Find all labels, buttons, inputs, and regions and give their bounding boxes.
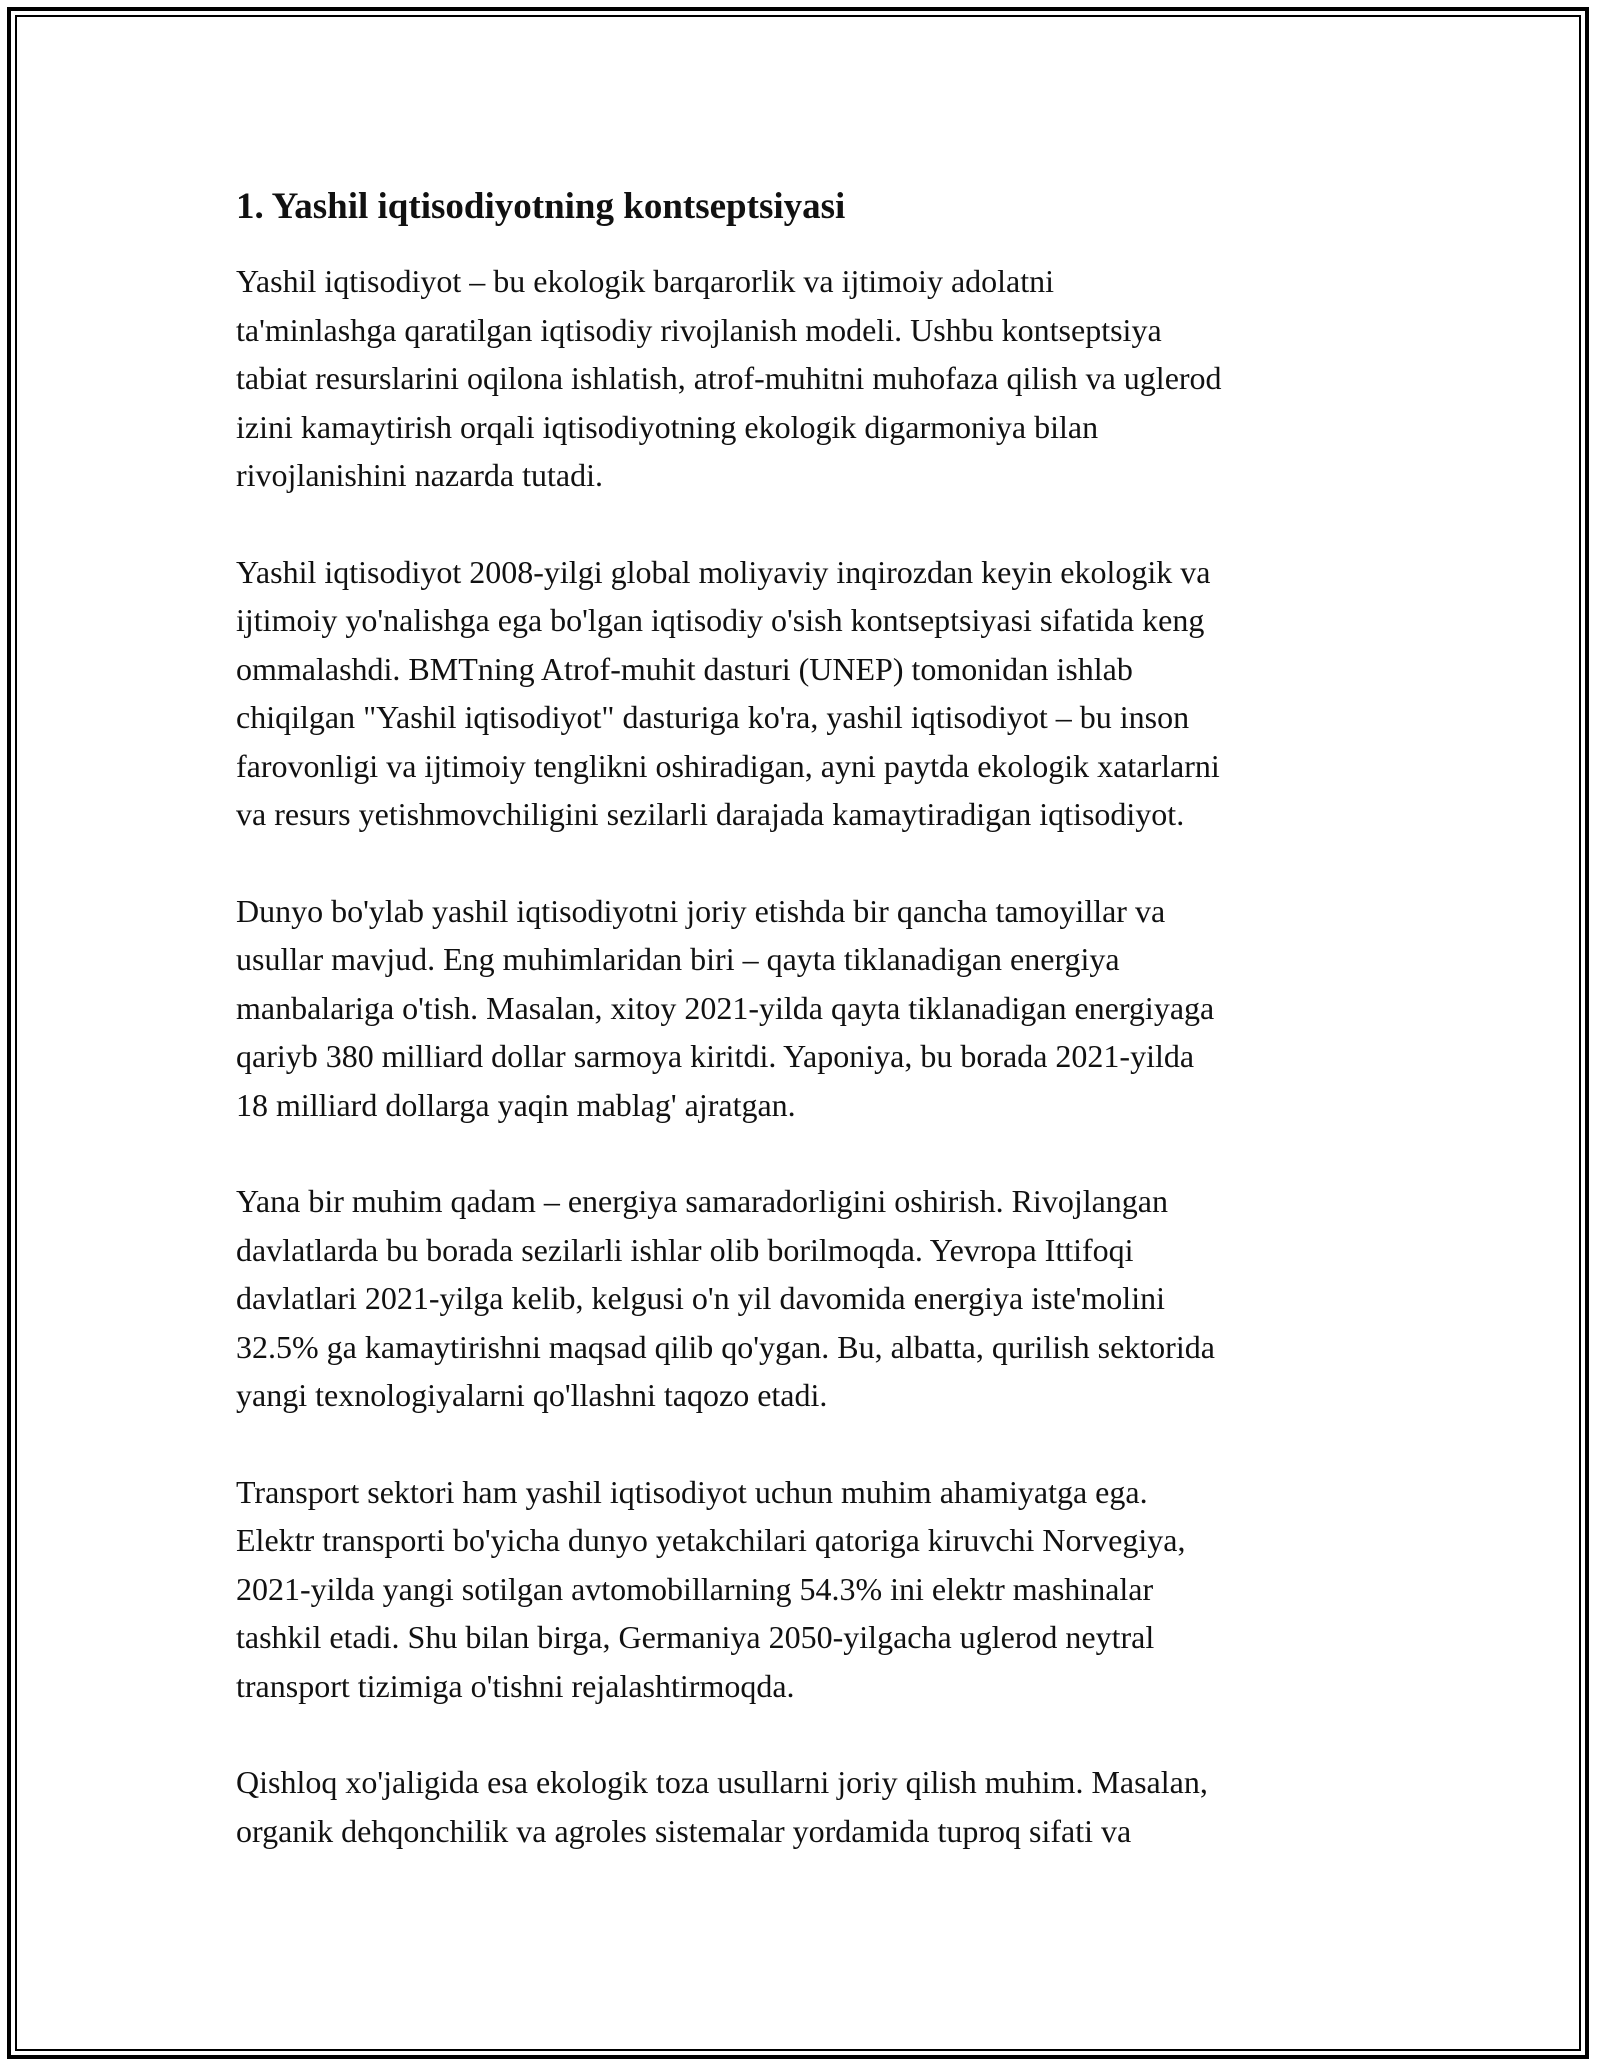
paragraph-line: 2021-yilda yangi sotilgan avtomobillarning 54.3% ini elektr mashinalar — [236, 1570, 1154, 1607]
body-paragraph — [236, 257, 1386, 500]
paragraph-line: 18 milliard dollarga yaqin mablag' ajratgan. — [236, 1086, 796, 1123]
body-paragraph — [236, 548, 1386, 839]
paragraph-line: Dunyo bo'ylab yashil iqtisodiyotni joriy etishda bir qancha tamoyillar va — [236, 892, 1166, 929]
body-paragraph — [236, 1468, 1386, 1711]
paragraph-line: va resurs yetishmovchiligini sezilarli darajada kamaytiradigan iqtisodiyot. — [236, 796, 1185, 833]
paragraph-line: ijtimoiy yo'nalishga ega bo'lgan iqtisodiy o'sish kontseptsiyasi sifatida keng — [236, 602, 1205, 639]
section-heading: 1. Yashil iqtisodiyotning kontseptsiyasi — [236, 186, 846, 227]
paragraph-line: manbalariga o'tish. Masalan, xitoy 2021-yilda qayta tiklanadigan energiyaga — [236, 989, 1215, 1026]
paragraph-line: usullar mavjud. Eng muhimlaridan biri – qayta tiklanadigan energiya — [236, 941, 1120, 978]
body-paragraph — [236, 1177, 1386, 1420]
paragraph-line: organik dehqonchilik va agroles sistemalar yordamida tuproq sifati va — [236, 1812, 1132, 1849]
paragraph-line: chiqilgan "Yashil iqtisodiyot" dasturiga ko'ra, yashil iqtisodiyot – bu inson — [236, 699, 1190, 736]
paragraph-line: tashkil etadi. Shu bilan birga, Germaniya 2050-yilgacha uglerod neytral — [236, 1619, 1155, 1656]
paragraph-line: Yashil iqtisodiyot – bu ekologik barqarorlik va ijtimoiy adolatni — [236, 263, 1055, 300]
paragraph-line: Transport sektori ham yashil iqtisodiyot uchun muhim ahamiyatga ega. — [236, 1473, 1148, 1510]
paragraph-line: 32.5% ga kamaytirishni maqsad qilib qo'ygan. Bu, albatta, qurilish sektorida — [236, 1328, 1215, 1365]
paragraph-line: yangi texnologiyalarni qo'llashni taqozo etadi. — [236, 1377, 828, 1414]
paragraph-line: Yashil iqtisodiyot 2008-yilgi global moliyaviy inqirozdan keyin ekologik va — [236, 553, 1211, 590]
paragraph-line: davlatlarda bu borada sezilarli ishlar olib borilmoqda. Yevropa Ittifoqi — [236, 1231, 1134, 1268]
paragraph-line: tabiat resurslarini oqilona ishlatish, atrof-muhitni muhofaza qilish va uglerod — [236, 360, 1222, 397]
paragraph-line: qariyb 380 milliard dollar sarmoya kiritdi. Yaponiya, bu borada 2021-yilda — [236, 1038, 1195, 1075]
document-body — [236, 183, 1386, 1903]
paragraph-line: rivojlanishini nazarda tutadi. — [236, 457, 603, 494]
paragraph-line: Qishloq xo'jaligida esa ekologik toza usullarni joriy qilish muhim. Masalan, — [236, 1764, 1208, 1801]
paragraph-line: ta'minlashga qaratilgan iqtisodiy rivojlanish modeli. Ushbu kontseptsiya — [236, 311, 1162, 348]
paragraph-list — [236, 257, 1386, 1855]
paragraph-line: Yana bir muhim qadam – energiya samaradorligini oshirish. Rivojlangan — [236, 1183, 1168, 1220]
body-paragraph — [236, 1758, 1386, 1855]
paragraph-line: izini kamaytirish orqali iqtisodiyotning ekologik digarmoniya bilan — [236, 408, 1099, 445]
body-paragraph — [236, 887, 1386, 1130]
paragraph-line: transport tizimiga o'tishni rejalashtirmoqda. — [236, 1667, 795, 1704]
paragraph-line: Elektr transporti bo'yicha dunyo yetakchilari qatoriga kiruvchi Norvegiya, — [236, 1522, 1186, 1559]
paragraph-line: ommalashdi. BMTning Atrof-muhit dasturi (UNEP) tomonidan ishlab — [236, 650, 1133, 687]
paragraph-line: farovonligi va ijtimoiy tenglikni oshiradigan, ayni paytda ekologik xatarlarni — [236, 747, 1220, 784]
paragraph-line: davlatlari 2021-yilga kelib, kelgusi o'n yil davomida energiya iste'molini — [236, 1280, 1165, 1317]
